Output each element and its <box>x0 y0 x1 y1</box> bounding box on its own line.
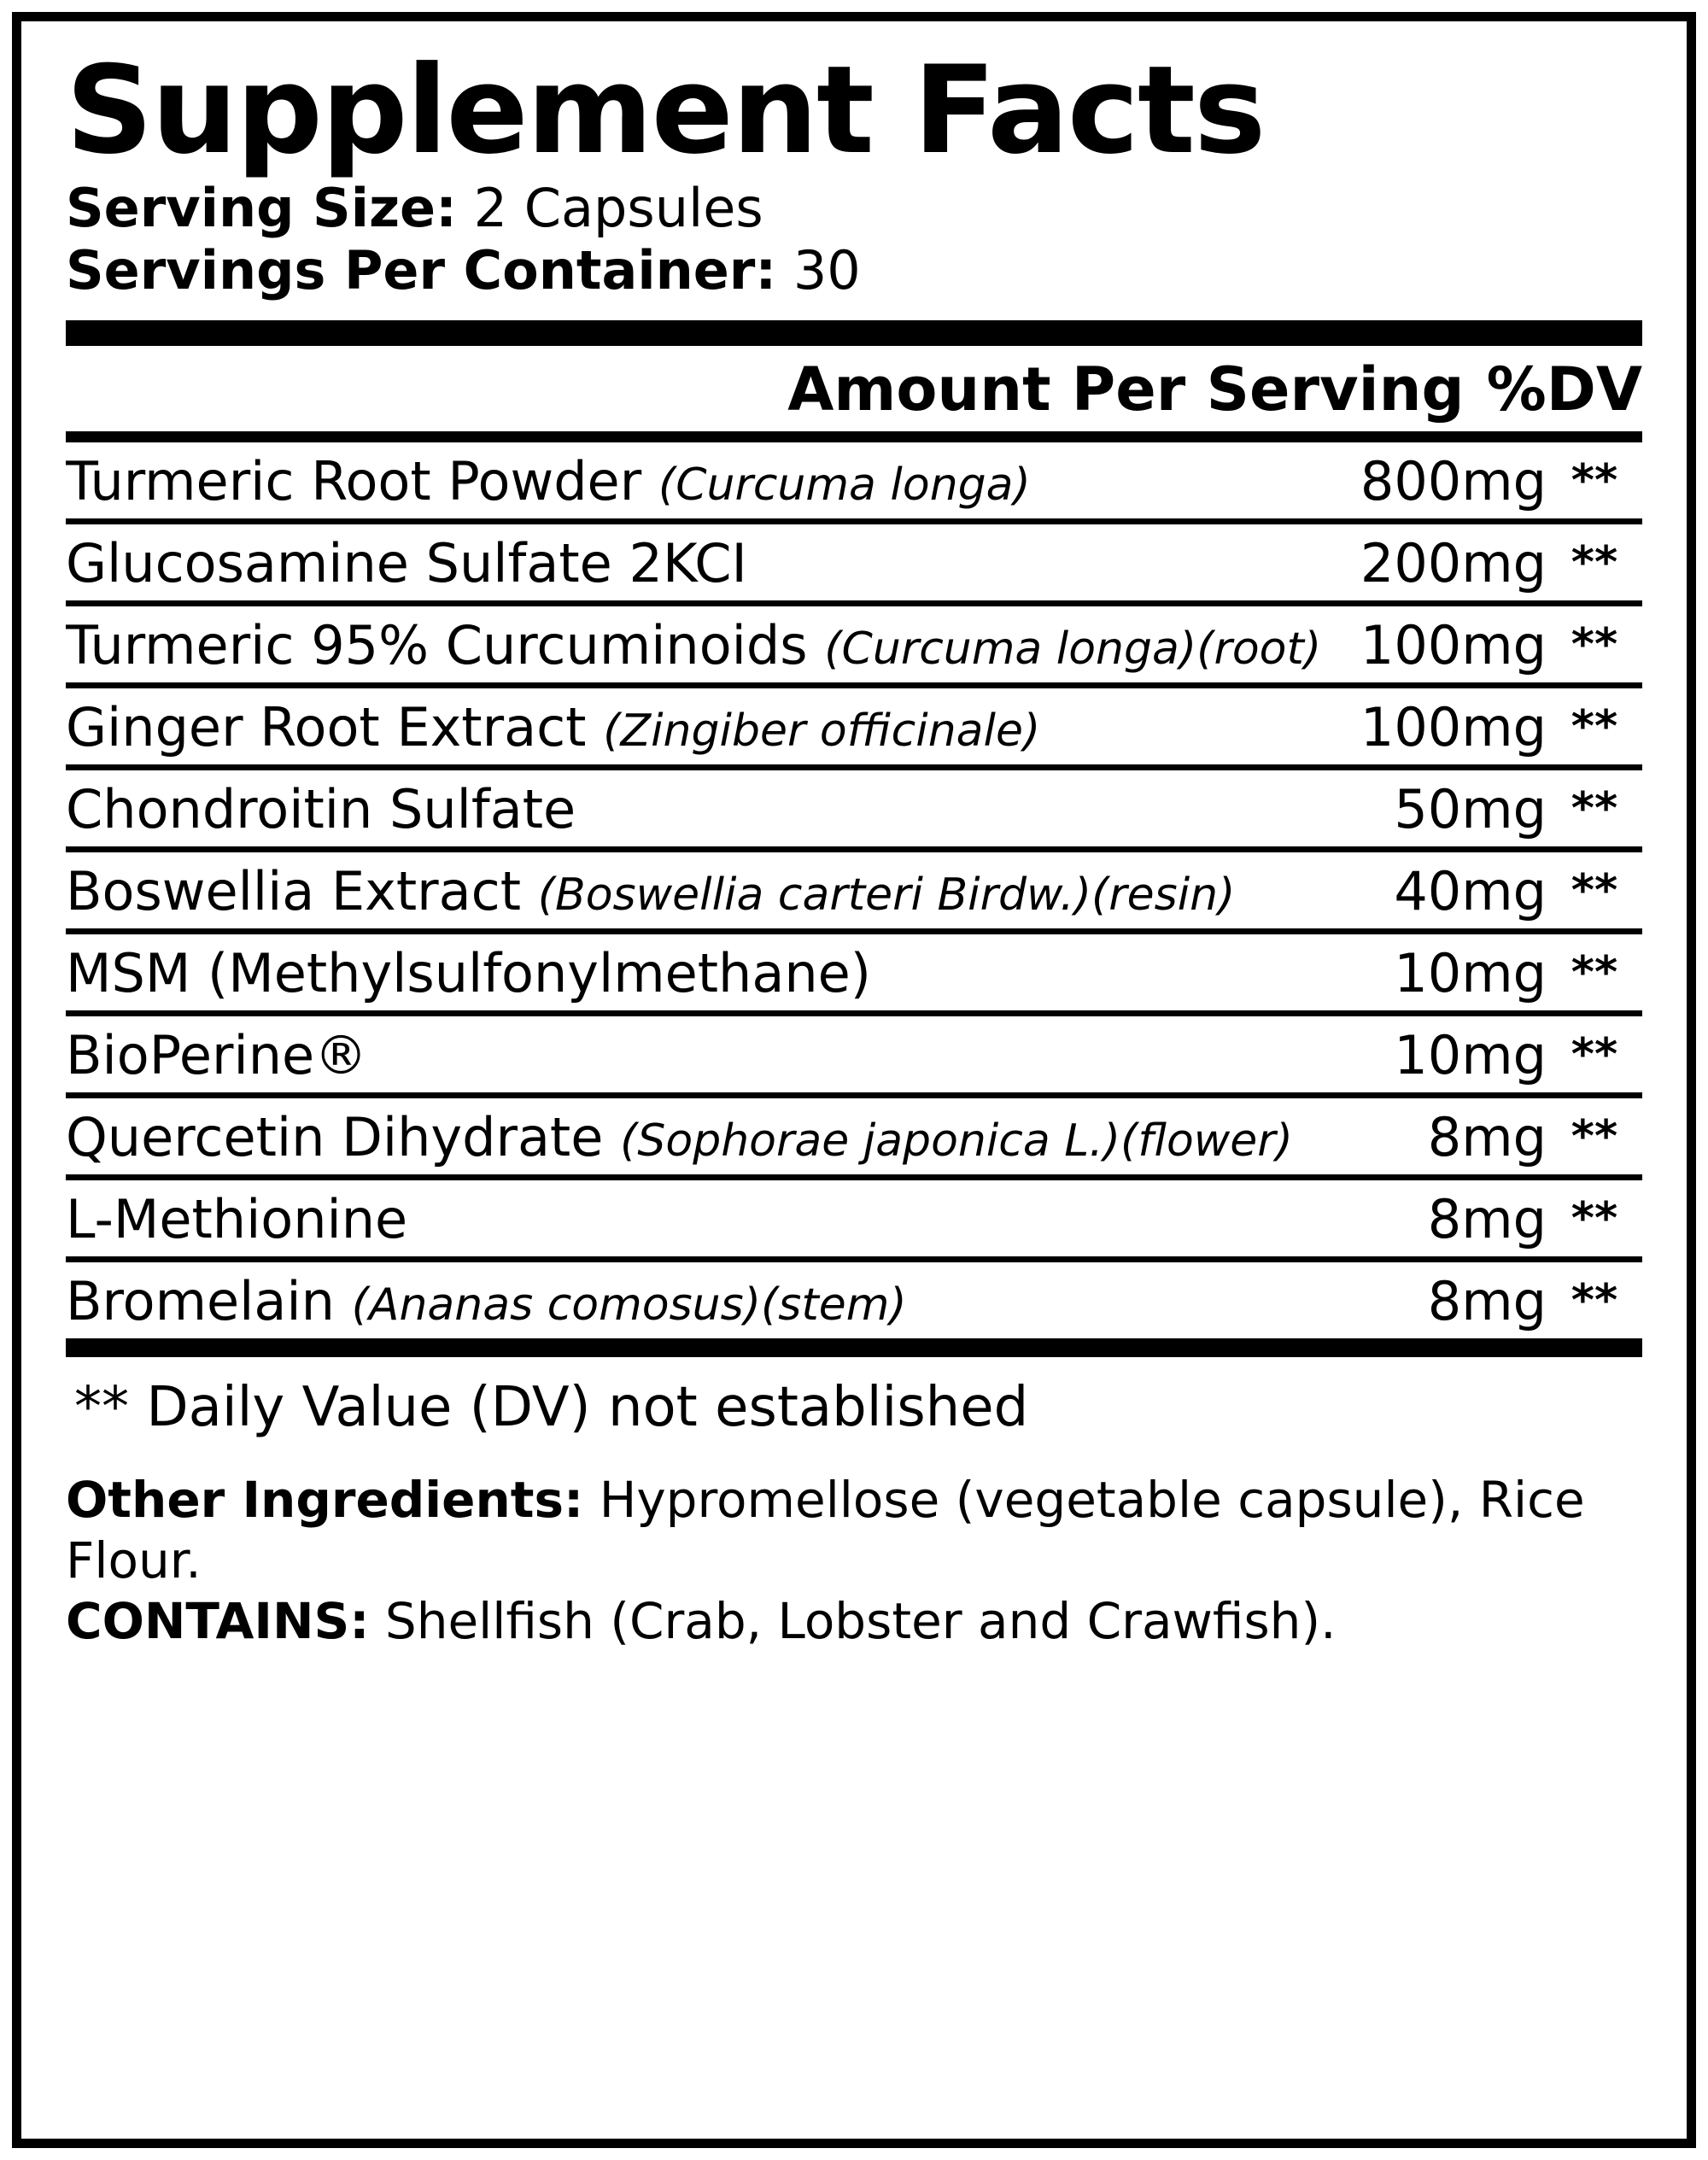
dv-label: %DV <box>1486 354 1642 425</box>
ingredient-amount: 8mg <box>1427 1270 1547 1333</box>
ingredient-dv: ** <box>1571 619 1618 671</box>
ingredient-amount: 50mg <box>1394 778 1547 841</box>
ingredient-amount: 8mg <box>1427 1188 1547 1251</box>
ingredient-row <box>66 688 1642 764</box>
ingredient-dv: ** <box>1571 701 1618 753</box>
ingredient-name: Bromelain (Ananas comosus)(stem) <box>66 1270 907 1333</box>
ingredient-row <box>66 1180 1642 1256</box>
ingredient-row <box>66 1016 1642 1092</box>
ingredient-latin: (Zingiber officinale) <box>603 705 1041 758</box>
ingredient-dv: ** <box>1571 865 1618 917</box>
ingredient-name: Chondroitin Sulfate <box>66 778 576 841</box>
ingredient-dv: ** <box>1571 783 1618 835</box>
divider-row <box>66 846 1642 852</box>
ingredient-name: Quercetin Dihydrate (Sophorae japonica L.)(flower) <box>66 1106 1293 1169</box>
ingredient-amount: 100mg <box>1360 614 1547 677</box>
other-ingredients-value: Hypromellose (vegetable capsule), Rice Flour. <box>66 1471 1585 1590</box>
amount-per-serving-header <box>66 346 1642 431</box>
ingredient-latin: (Boswellia carteri Birdw.)(resin) <box>537 869 1236 922</box>
ingredient-amount: 200mg <box>1360 532 1547 595</box>
panel-title: Supplement Facts <box>66 40 1265 181</box>
ingredient-dv: ** <box>1571 1193 1618 1245</box>
ingredient-row <box>66 606 1642 682</box>
ingredient-row <box>66 934 1642 1010</box>
contains-label: CONTAINS: <box>66 1591 370 1650</box>
serving-size-line <box>66 177 1642 239</box>
divider-row <box>66 1092 1642 1098</box>
ingredient-name: Boswellia Extract (Boswellia carteri Birdw.)(resin) <box>66 860 1236 923</box>
serving-size-label: Serving Size: <box>66 177 457 239</box>
ingredient-dv: ** <box>1571 1029 1618 1081</box>
divider-row <box>66 928 1642 934</box>
ingredient-latin: (Sophorae japonica L.)(flower) <box>620 1115 1293 1168</box>
divider-row <box>66 1174 1642 1180</box>
divider-under-header <box>66 431 1642 442</box>
amount-per-serving-label: Amount Per Serving <box>787 354 1465 425</box>
divider-row <box>66 682 1642 688</box>
ingredient-name: Ginger Root Extract (Zingiber officinale) <box>66 696 1041 759</box>
ingredient-dv: ** <box>1571 1275 1618 1327</box>
other-ingredients-label: Other Ingredients: <box>66 1471 584 1530</box>
ingredient-amount: 40mg <box>1394 860 1547 923</box>
ingredient-latin: (Ananas comosus)(stem) <box>351 1279 907 1332</box>
ingredient-latin: (Curcuma longa) <box>658 460 1031 512</box>
divider-row <box>66 764 1642 770</box>
ingredient-name: Glucosamine Sulfate 2KCI <box>66 532 747 595</box>
contains-value: Shellfish (Crab, Lobster and Crawfish). <box>384 1591 1337 1650</box>
ingredient-dv: ** <box>1571 1111 1618 1163</box>
ingredient-name: BioPerine® <box>66 1024 368 1087</box>
divider-row <box>66 518 1642 524</box>
divider-thick-bottom <box>66 1338 1642 1357</box>
ingredient-name: Turmeric Root Powder (Curcuma longa) <box>66 450 1031 513</box>
other-ingredients-block <box>66 1448 1642 1651</box>
ingredient-dv: ** <box>1571 455 1618 507</box>
ingredient-name: Turmeric 95% Curcuminoids (Curcuma longa)(root) <box>66 614 1322 677</box>
ingredient-row <box>66 1098 1642 1174</box>
ingredient-amount: 100mg <box>1360 696 1547 759</box>
ingredient-amount: 800mg <box>1360 450 1547 513</box>
divider-row <box>66 1010 1642 1016</box>
dv-footnote: ** Daily Value (DV) not established <box>74 1376 1029 1440</box>
ingredient-row <box>66 770 1642 846</box>
ingredient-dv: ** <box>1571 537 1618 589</box>
ingredient-dv: ** <box>1571 947 1618 999</box>
divider-thick-top <box>66 320 1642 346</box>
divider-row <box>66 1256 1642 1262</box>
ingredient-latin: (Curcuma longa)(root) <box>824 623 1322 676</box>
ingredient-row <box>66 852 1642 928</box>
servings-per-container-label: Servings Per Container: <box>66 239 777 302</box>
ingredient-row <box>66 1262 1642 1338</box>
label-border <box>12 12 1696 2148</box>
ingredient-name: L-Methionine <box>66 1188 408 1251</box>
ingredient-name: MSM (Methylsulfonylmethane) <box>66 942 871 1005</box>
ingredient-row <box>66 524 1642 600</box>
ingredient-row <box>66 442 1642 518</box>
ingredient-amount: 8mg <box>1427 1106 1547 1169</box>
ingredient-amount: 10mg <box>1394 1024 1547 1087</box>
servings-per-container-value: 30 <box>793 239 861 302</box>
serving-size-value: 2 Capsules <box>473 177 763 239</box>
servings-per-container-line <box>66 239 1642 301</box>
ingredient-amount: 10mg <box>1394 942 1547 1005</box>
divider-row <box>66 600 1642 606</box>
